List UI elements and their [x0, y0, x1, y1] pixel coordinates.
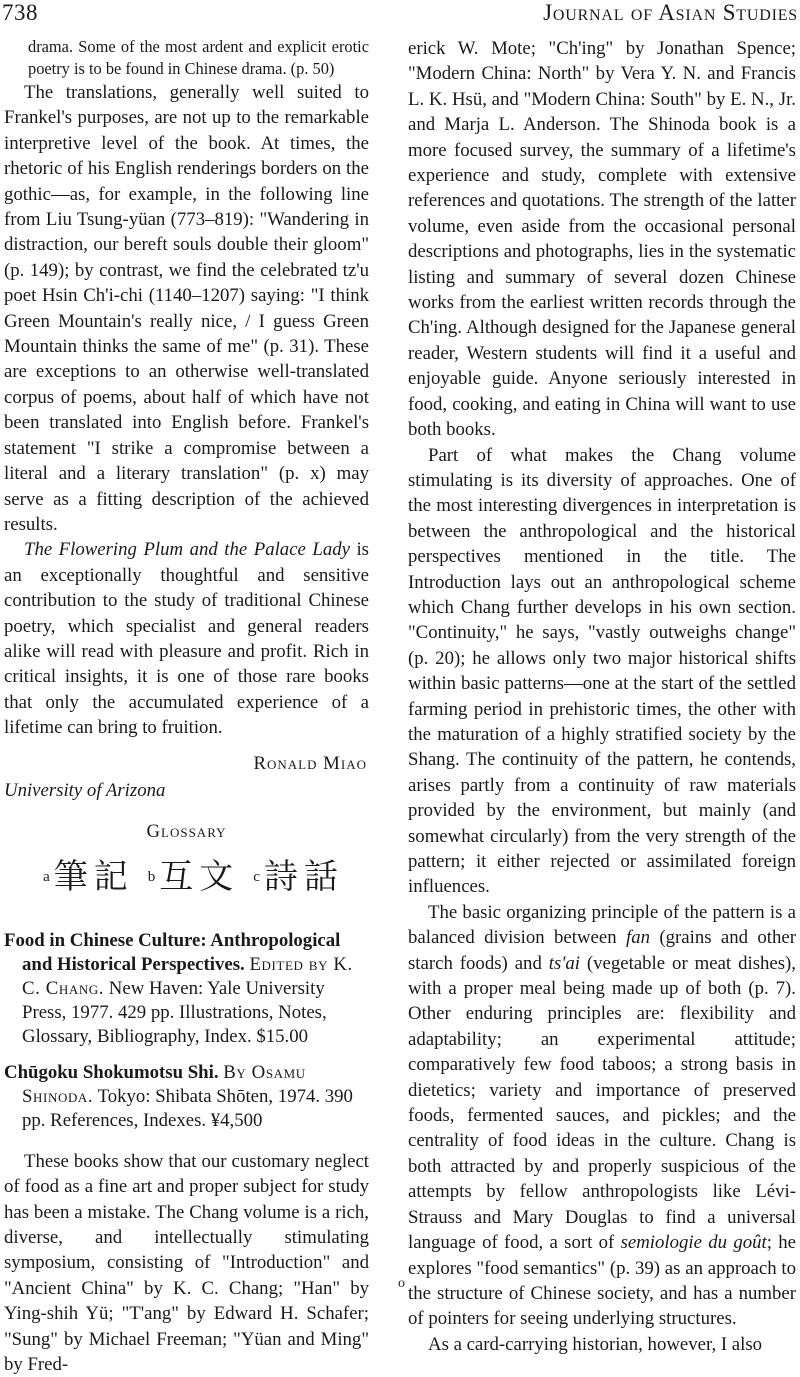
journal-title: Journal of Asian Studies [543, 0, 798, 25]
right-column [408, 36, 796, 1357]
text-run: (vegetable or meat dishes), with a proper meal being made up of both (p. 7). Other enduring principles are: flexibility and adaptability; an experimental attitude; comparatively few food taboos; a strong basis in dietetics; variety and importance of preserved foods, fermented sauces, and pickles; and the centrality of food ideas in the culture. Chang is both attracted by and properly suspicious of the attempts by fellow anthropologists like Lévi-Strauss and Mary Douglas to find a universal language of food, a sort of [408, 952, 796, 1254]
glossary-characters [4, 851, 369, 903]
text-run: (grains and other starch foods) and [408, 927, 796, 974]
review-paragraph: As a card-carrying historian, however, I also [428, 1333, 763, 1355]
page-number: 738 [2, 0, 38, 25]
book-title: Chūgoku Shokumotsu Shi. [4, 1061, 219, 1083]
review-paragraph: Part of what makes the Chang volume stimulating is its diversity of approaches. One of the most interesting divergences in interpretation is between the anthropological and the historical perspectives mentioned in the title. The Introduction lays out an anthropological scheme which Chang further develops in his own section. "Continuity," he says, "vastly outweighs change" (p. 20); he allows only two major historical shifts within basic patterns—one at the start of the settled farming period in prehistoric times, the other with the maturation of a highly stratified society by the Shang. The continuity of the pattern, he contends, arises partly from a continuity of raw materials provided by the environment, but mainly (and somewhat circularly) from the very strength of the pattern; it either rejected or assimilated foreign influences. [408, 444, 796, 898]
book-citation-2 [4, 1061, 369, 1133]
text-run: The basic organizing principle of the pattern is a balanced division between [408, 901, 796, 949]
glossary-marker: a [43, 868, 50, 885]
review-conclusion [4, 537, 369, 740]
glossary-term: 互文 [159, 856, 240, 897]
glossary-heading: Glossary [146, 821, 227, 843]
review-paragraph: The translations, generally well suited to Frankel's purposes, are not up to the remarkable interpretive level of the book. At times, the rhetoric of his English renderings borders on the gothic—as, for example, in the following line from Liu Tsung-yüan (773–819): "Wandering in distraction, our bereft souls double their gloom" (p. 149); by contrast, we find the celebrated tz'u poet Hsin Ch'i-chi (1140–1207) saying: "I think Green Mountain's really nice, / I guess Green Mountain thinks the same of me" (p. 31). These are exceptions to an otherwise well-translated corpus of poems, about half of which have not been translated into English before. Frankel's statement "I strike a compromise between a literal and a literary translation" (p. x) may serve as a fitting description of the achieved results. [4, 82, 369, 535]
block-quote [4, 36, 369, 80]
running-header [0, 0, 800, 32]
book-details: New Haven: Yale University Press, 1977. 429 pp. Illustrations, Notes, Glossary, Bibliography, Index. $15.00 [22, 977, 327, 1047]
margin-mark: o [398, 1276, 405, 1291]
term-tsai: ts'ai [548, 952, 580, 974]
text-run: ; he explores "food semantics" (p. 39) as an approach to the structure of Chinese society, and has a number of pointers for seeing underlying structures. [408, 1232, 797, 1330]
glossary-marker: c [253, 868, 260, 885]
review-paragraph [408, 900, 796, 1332]
left-column [4, 36, 369, 1377]
book-details: Tokyo: Shibata Shōten, 1974. 390 pp. References, Indexes. ¥4,500 [22, 1085, 353, 1131]
term-fan: fan [625, 927, 650, 949]
quote-line-1: drama. Some of the most ardent and explicit erotic [28, 37, 369, 56]
book-title: Food in Chinese Culture: Anthropological and Historical Perspectives. [4, 929, 341, 975]
reviewer-name: Ronald Miao [253, 752, 367, 774]
conclusion-text: is an exceptionally thoughtful and sensitive contribution to the study of traditional Chinese poetry, which specialist and general readers alike will read with pleasure and profit. Rich in critical insights, it is one of those rare books that only the accumulated experience of a lifetime can bring to fruition. [4, 539, 369, 739]
reviewer-affiliation: University of Arizona [4, 779, 166, 801]
book-title-italic: The Flowering Plum and the Palace Lady [24, 539, 350, 561]
review-paragraph: erick W. Mote; "Ch'ing" by Jonathan Spence; "Modern China: North" by Vera Y. N. and Francis L. K. Hsü, and "Modern China: South" by E. N., Jr. and Marja L. Anderson. The Shinoda book is a more focused survey, the summary of a lifetime's experience and study, complete with extensive references and quotations. The strength of the latter volume, even aside from the occasional personal descriptions and photographs, lies in the systematic listing and summary of several dozen Chinese works from the earliest written records through the Ch'ing. Although designed for the Japanese general reader, Western students will find it a useful and enjoyable guide. Anyone seriously interested in food, cooking, and eating in China will want to use both books. [408, 38, 796, 441]
term-semiologie: semiologie du goût [620, 1232, 767, 1254]
glossary-term: 筆記 [53, 856, 134, 897]
book-author: By Osamu Shinoda. [22, 1061, 306, 1107]
review-paragraph: These books show that our customary neglect of food as a fine art and proper subject for study has been a mistake. The Chang volume is a rich, diverse, and intellectually stimulating symposium, consisting of "Introduction" and "Ancient China" by K. C. Chang; "Han" by Ying-shih Yü; "T'ang" by Edward H. Schafer; "Sung" by Michael Freeman; "Yüan and Ming" by Fred- [4, 1150, 369, 1376]
quote-citation: (p. 50) [290, 59, 335, 78]
book-editor: Edited by K. C. Chang. [22, 953, 353, 999]
book-citation-1 [4, 929, 369, 1049]
quote-line-2: poetry is to be found in Chinese drama. [28, 59, 287, 78]
glossary-term: 詩話 [263, 856, 344, 897]
glossary-marker: b [147, 868, 156, 885]
